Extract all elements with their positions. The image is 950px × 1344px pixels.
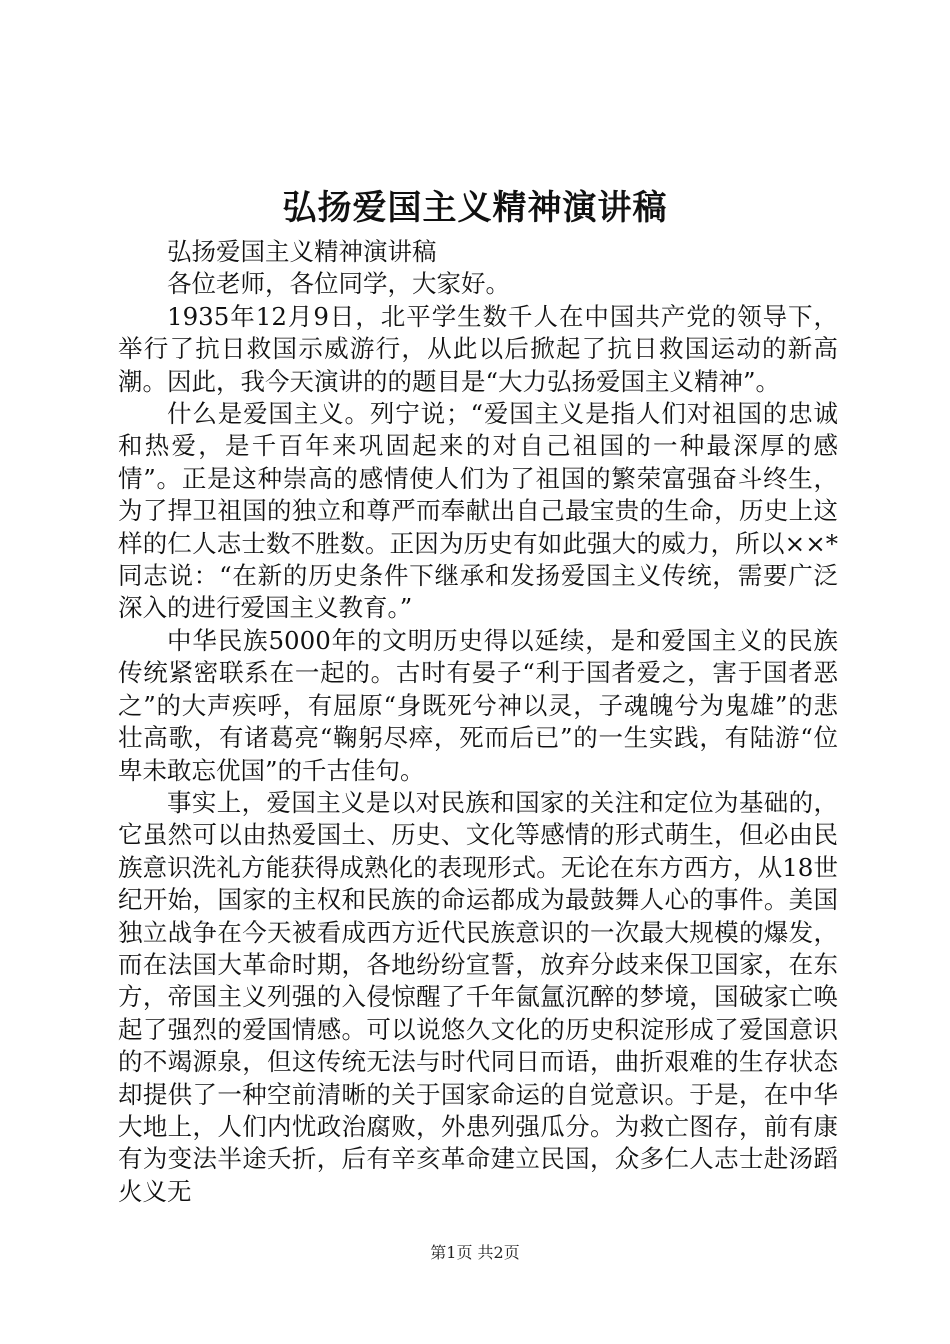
paragraph-subtitle: 弘扬爱国主义精神演讲稿 bbox=[167, 237, 437, 266]
paragraph-greeting: 各位老师，各位同学，大家好。 bbox=[167, 269, 510, 299]
document-body bbox=[118, 236, 838, 1208]
paragraph: 1935年12月9日，北平学生数千人在中国共产党的领导下，举行了抗日救国示威游行，从此以后掀起了抗日救国运动的新高潮。因此，我今天演讲的的题目是“大力弘扬爱国主义精神”。 bbox=[118, 301, 838, 396]
page-footer: 第1页 共2页 bbox=[430, 1243, 520, 1262]
paragraph: 什么是爱国主义。列宁说；“爱国主义是指人们对祖国的忠诚和热爱，是千百年来巩固起来的对自己祖国的一种最深厚的感情”。正是这种崇高的感情使人们为了祖国的繁荣富强奋斗终生，为了捍卫祖国的独立和尊严而奉献出自己最宝贵的生命，历史上这样的仁人志士数不胜数。正因为历史有如此强大的威力，所以××*同志说：“在新的历史条件下继承和发扬爱国主义传统，需要广泛深入的进行爱国主义教育。” bbox=[118, 399, 838, 623]
paragraph: 事实上，爱国主义是以对民族和国家的关注和定位为基础的，它虽然可以由热爱国土、历史、文化等感情的形式萌生，但必由民族意识洗礼方能获得成熟化的表现形式。无论在东方西方，从18世纪开始，国家的主权和民族的命运都成为最鼓舞人心的事件。美国独立战争在今天被看成西方近代民族意识的一次最大规模的爆发，而在法国大革命时期，各地纷纷宣誓，放弃分歧来保卫国家，在东方，帝国主义列强的入侵惊醒了千年氤氲沉醉的梦境，国破家亡唤起了强烈的爱国情感。可以说悠久文化的历史积淀形成了爱国意识的不竭源泉，但这传统无法与时代同日而语，曲折艰难的生存状态却提供了一种空前清晰的关于国家命运的自觉意识。于是，在中华大地上，人们内忧政治腐败，外患列强瓜分。为救亡图存，前有康有为变法半途夭折，后有辛亥革命建立民国，众多仁人志士赴汤蹈火义无 bbox=[118, 787, 838, 1206]
paragraph: 中华民族5000年的文明历史得以延续，是和爱国主义的民族传统紧密联系在一起的。古时有晏子“利于国者爱之，害于国者恶之”的大声疾呼，有屈原“身既死兮神以灵，子魂魄兮为鬼雄”的悲壮高歌，有诸葛亮“鞠躬尽瘁，死而后已”的一生实践，有陆游“位卑未敢忘优国”的千古佳句。 bbox=[118, 625, 838, 785]
document-title: 弘扬爱国主义精神演讲稿 bbox=[282, 188, 668, 228]
